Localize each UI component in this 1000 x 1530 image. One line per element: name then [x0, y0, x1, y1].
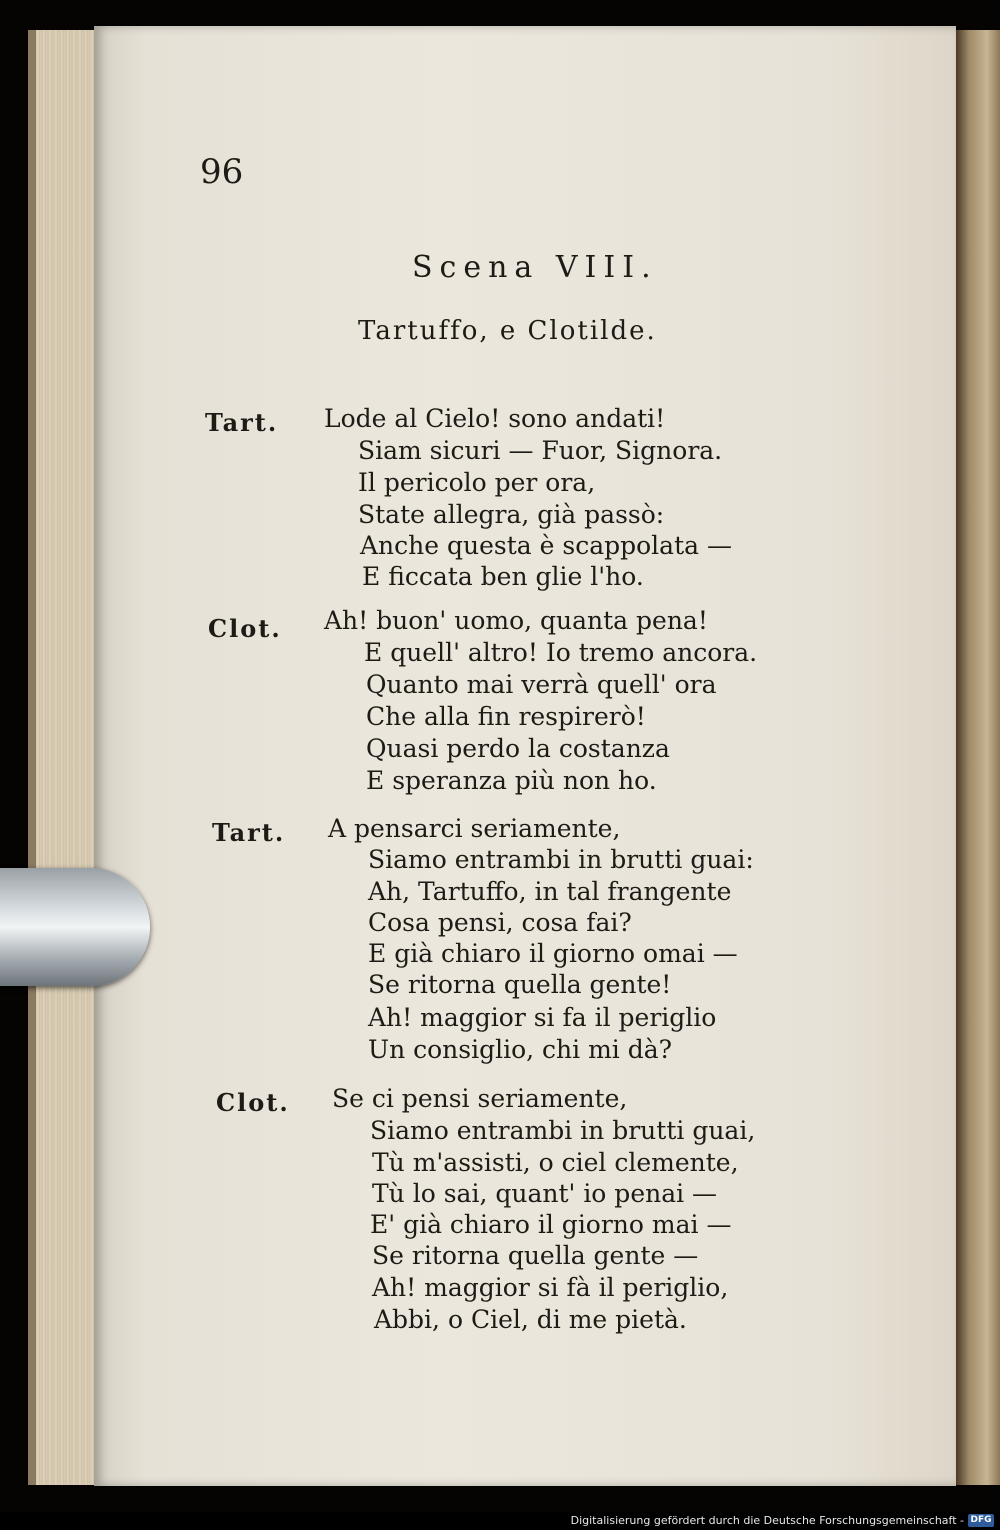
speaker-label: Clot. [208, 614, 282, 643]
verse-line: Il pericolo per ora, [358, 468, 596, 497]
verse-line: State allegra, già passò: [358, 500, 665, 529]
verse-line: Lode al Cielo! sono andati! [324, 404, 666, 433]
verse-line: Se ritorna quella gente! [368, 970, 672, 999]
verse-line: Ah! buon' uomo, quanta pena! [324, 606, 708, 635]
page-number: 96 [200, 152, 244, 192]
verse-line: E ficcata ben glie l'ho. [362, 562, 644, 591]
verse-line: E quell' altro! Io tremo ancora. [364, 638, 758, 667]
facing-page-edge [956, 30, 1000, 1485]
verse-line: Tù lo sai, quant' io penai — [372, 1179, 718, 1208]
scene-title: Scena VIII. [412, 250, 658, 285]
verse-line: Quanto mai verrà quell' ora [366, 670, 717, 699]
verse-line: Se ritorna quella gente — [372, 1241, 699, 1270]
verse-line: Cosa pensi, cosa fai? [368, 908, 632, 937]
page-holder-clip [0, 868, 150, 986]
verse-line: Ah! maggior si fà il periglio, [372, 1273, 729, 1302]
book-page-edges [28, 30, 100, 1485]
verse-line: E speranza più non ho. [366, 766, 657, 795]
verse-line: Se ci pensi seriamente, [332, 1084, 628, 1113]
speaker-label: Tart. [212, 818, 286, 847]
verse-line: Che alla fin respirerò! [366, 702, 646, 731]
dfg-logo-icon: DFG [968, 1514, 994, 1527]
verse-line: Siamo entrambi in brutti guai, [370, 1116, 756, 1145]
verse-line: Un consiglio, chi mi dà? [368, 1035, 673, 1064]
verse-line: Tù m'assisti, o ciel clemente, [372, 1148, 739, 1177]
verse-line: A pensarci seriamente, [328, 814, 621, 843]
verse-line: Siam sicuri — Fuor, Signora. [358, 436, 723, 465]
verse-line: Anche questa è scappolata — [360, 531, 732, 560]
speaker-label: Tart. [205, 408, 279, 437]
book-spine-shadow [28, 30, 36, 1485]
verse-line: Ah! maggior si fa il periglio [368, 1003, 717, 1032]
speaker-label: Clot. [216, 1088, 290, 1117]
verse-line: Quasi perdo la costanza [366, 734, 670, 763]
verse-line: Ah, Tartuffo, in tal frangente [368, 877, 732, 906]
verse-line: E' già chiaro il giorno mai — [370, 1210, 732, 1239]
verse-line: Siamo entrambi in brutti guai: [368, 845, 754, 874]
scene-characters: Tartuffo, e Clotilde. [358, 316, 657, 346]
verse-line: Abbi, o Ciel, di me pietà. [374, 1305, 687, 1334]
digitization-credit: Digitalisierung gefördert durch die Deutsche Forschungsgemeinschaft - [570, 1514, 964, 1527]
verse-line: E già chiaro il giorno omai — [368, 939, 738, 968]
